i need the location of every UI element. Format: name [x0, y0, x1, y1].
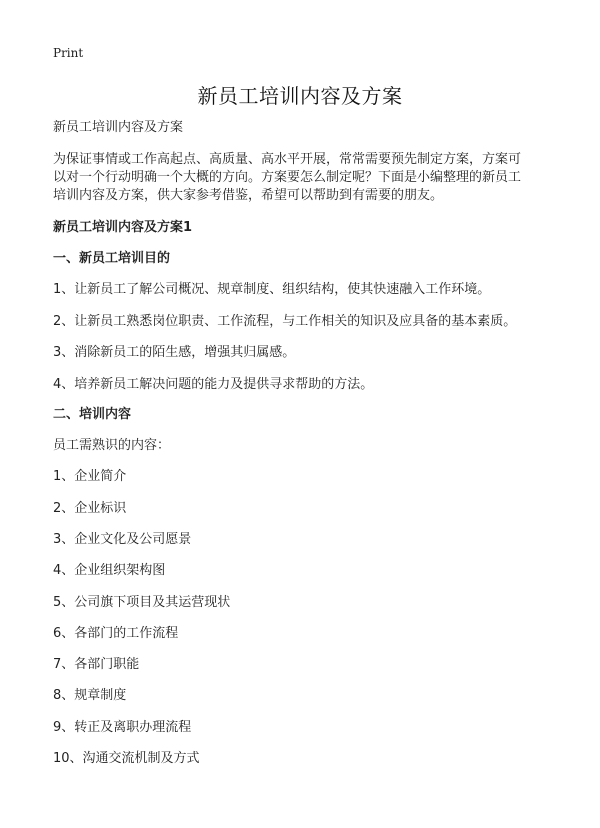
page-title: 新员工培训内容及方案	[197, 84, 403, 108]
list-item: 2、让新员工熟悉岗位职责、工作流程，与工作相关的知识及应具备的基本素质。	[53, 314, 517, 329]
list-item: 4、企业组织架构图	[53, 563, 166, 578]
list-item: 4、培养新员工解决问题的能力及提供寻求帮助的方法。	[53, 377, 374, 392]
part1-heading: 一、新员工培训目的	[53, 251, 171, 266]
part2-lead: 员工需熟识的内容：	[53, 438, 171, 453]
print-link[interactable]: Print	[53, 46, 84, 60]
intro-line-3: 培训内容及方案，供大家参考借鉴，希望可以帮助到有需要的朋友。	[53, 188, 444, 203]
list-item: 3、消除新员工的陌生感，增强其归属感。	[53, 345, 296, 360]
list-item: 5、公司旗下项目及其运营现状	[53, 595, 231, 610]
intro-line-2: 以对一个行动明确一个大概的方向。方案要怎么制定呢？下面是小编整理的新员工	[53, 170, 522, 185]
list-item: 6、各部门的工作流程	[53, 626, 179, 641]
list-item: 10、沟通交流机制及方式	[53, 751, 200, 766]
list-item: 9、转正及离职办理流程	[53, 720, 192, 735]
list-item: 1、让新员工了解公司概况、规章制度、组织结构，使其快速融入工作环境。	[53, 282, 491, 297]
section-heading: 新员工培训内容及方案1	[53, 220, 193, 235]
list-item: 8、规章制度	[53, 688, 127, 703]
part2-heading: 二、培训内容	[53, 407, 132, 422]
subtitle: 新员工培训内容及方案	[53, 120, 184, 135]
list-item: 3、企业文化及公司愿景	[53, 532, 192, 547]
list-item: 7、各部门职能	[53, 657, 140, 672]
list-item: 1、企业简介	[53, 469, 127, 484]
list-item: 2、企业标识	[53, 501, 127, 516]
intro-line-1: 为保证事情或工作高起点、高质量、高水平开展，常常需要预先制定方案，方案可	[53, 152, 522, 167]
